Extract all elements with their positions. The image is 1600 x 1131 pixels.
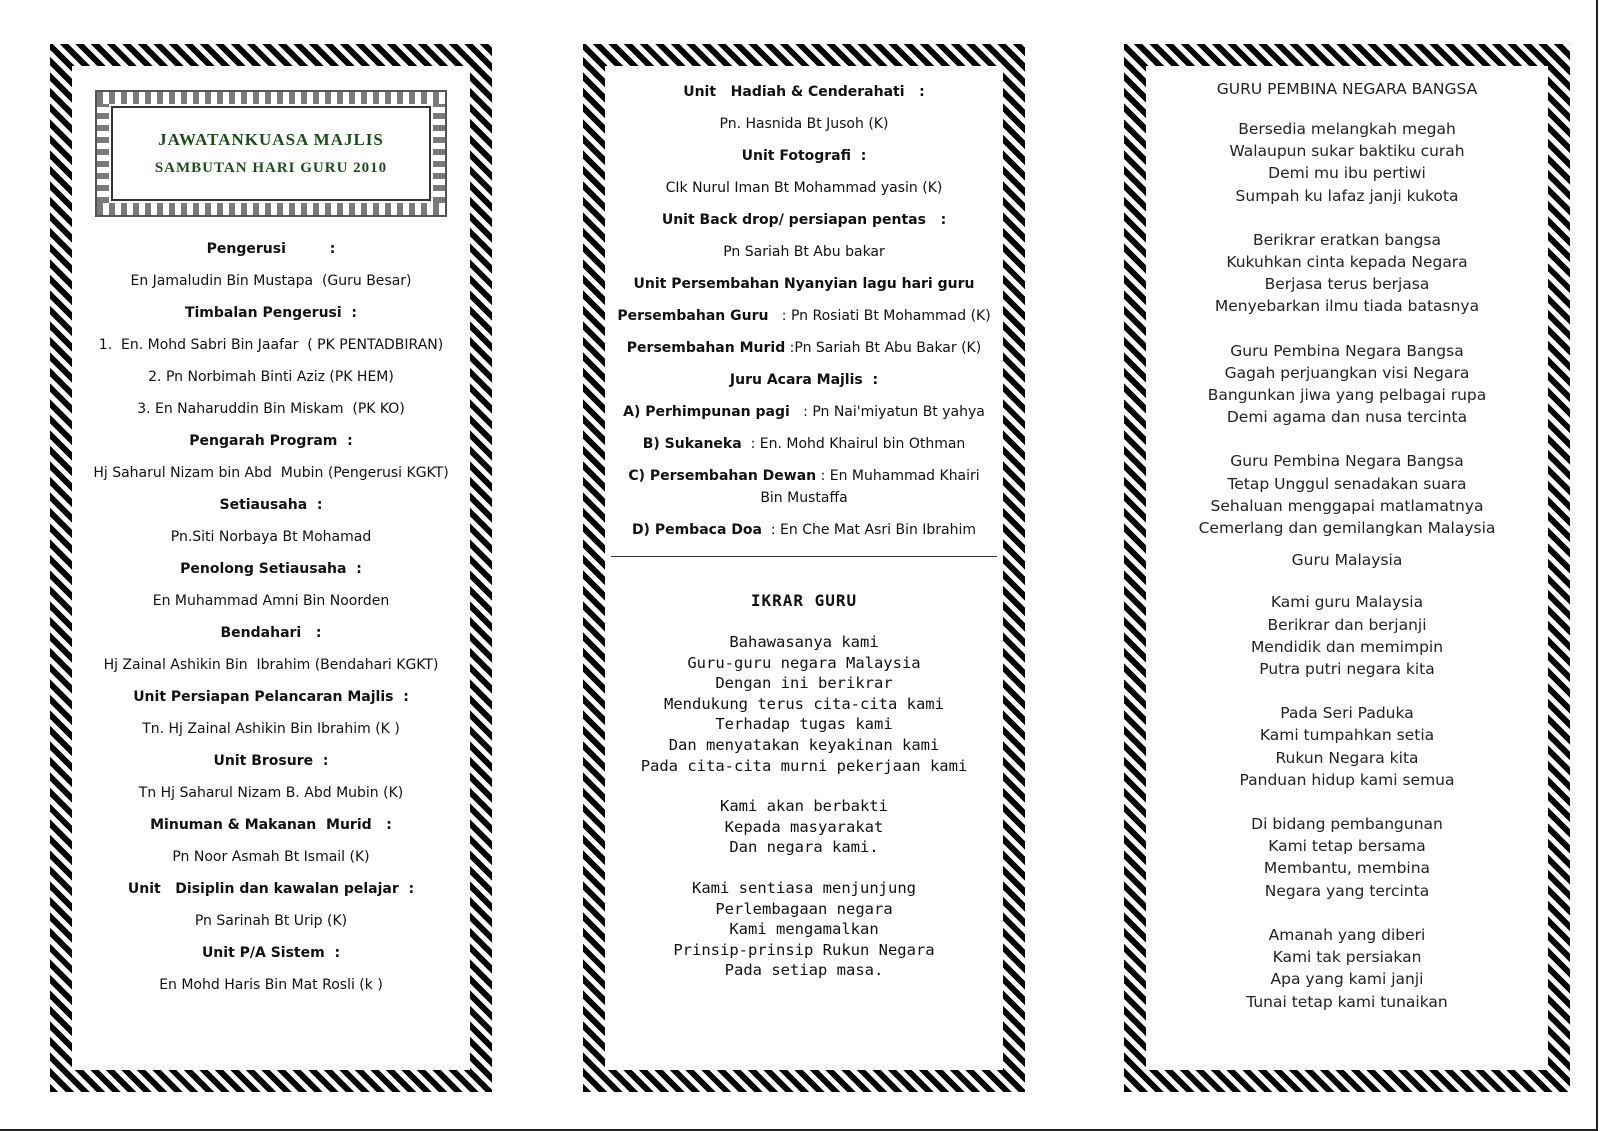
verse-line: Kami mengamalkan xyxy=(729,920,879,939)
verse-line: Kukuhkan cinta kepada Negara xyxy=(1226,253,1468,272)
units-list xyxy=(605,76,1003,546)
unit-row xyxy=(605,300,1003,332)
title-box xyxy=(95,90,447,217)
unit-row xyxy=(605,514,1003,546)
committee-member: Pn Noor Asmah Bt Ismail (K) xyxy=(172,849,370,865)
ikrar-title: IKRAR GURU xyxy=(750,591,858,610)
song-part-1 xyxy=(1146,118,1548,539)
verse-line: Mendidik dan memimpin xyxy=(1250,637,1444,656)
verse-line: Kami guru Malaysia xyxy=(1270,593,1424,612)
unit-row xyxy=(605,396,1003,428)
stanza xyxy=(605,878,1003,981)
verse-line: Putra putri negara kita xyxy=(1259,660,1435,679)
committee-role: Pengerusi : xyxy=(206,241,336,257)
unit-value: : Pn Rosiati Bt Mohammad (K) xyxy=(768,308,991,324)
unit-label: D) Pembaca Doa xyxy=(631,522,762,538)
title-line-2: SAMBUTAN HARI GURU 2010 xyxy=(154,160,388,176)
committee-member: En Muhammad Amni Bin Noorden xyxy=(152,593,390,609)
verse-line: Kami tetap bersama xyxy=(1268,837,1426,856)
committee-member: 1. En. Mohd Sabri Bin Jaafar ( PK PENTADBIRAN) xyxy=(98,337,444,353)
unit-row xyxy=(605,428,1003,460)
verse-line: Dengan ini berikrar xyxy=(715,674,893,693)
verse-line: Demi mu ibu pertiwi xyxy=(1268,164,1426,183)
committee-member: Tn. Hj Zainal Ashikin Bin Ibrahim (K ) xyxy=(142,721,400,737)
verse-line: Negara yang tercinta xyxy=(1264,881,1430,900)
unit-label: Juru Acara Majlis : xyxy=(729,372,879,388)
unit-row xyxy=(605,140,1003,172)
stanza xyxy=(1146,813,1548,902)
title-inner xyxy=(111,106,431,201)
committee-member: 2. Pn Norbimah Binti Aziz (PK HEM) xyxy=(148,369,394,385)
committee-member: En Mohd Haris Bin Mat Rosli (k ) xyxy=(159,977,383,993)
unit-value: : Pn Nai'miyatun Bt yahya xyxy=(789,404,985,420)
verse-line: Mendukung terus cita-cita kami xyxy=(664,694,944,713)
stanza xyxy=(1146,924,1548,1013)
verse-line: Prinsip-prinsip Rukun Negara xyxy=(673,940,935,959)
verse-line: Kami akan berbakti xyxy=(720,797,888,816)
unit-row xyxy=(605,268,1003,300)
verse-line: Membantu, membina xyxy=(1263,859,1431,878)
verse-line: Bangunkan jiwa yang pelbagai rupa xyxy=(1207,386,1487,405)
unit-label: Unit Persembahan Nyanyian lagu hari guru xyxy=(633,276,975,292)
unit-label: Unit Hadiah & Cenderahati : xyxy=(683,84,925,100)
units-panel xyxy=(583,44,1025,1092)
unit-value: CIk Nurul Iman Bt Mohammad yasin (K) xyxy=(665,180,943,196)
verse-line: Sehaluan menggapai matlamatnya xyxy=(1210,496,1484,515)
verse-line: Cemerlang dan gemilangkan Malaysia xyxy=(1198,519,1496,538)
verse-line: Tunai tetap kami tunaikan xyxy=(1246,992,1448,1011)
unit-value: :Pn Sariah Bt Abu Bakar (K) xyxy=(785,340,982,356)
verse-line: Berikrar dan berjanji xyxy=(1267,615,1427,634)
unit-row xyxy=(605,460,1003,514)
verse-line: Apa yang kami janji xyxy=(1270,970,1424,989)
unit-label: Unit Fotografi : xyxy=(741,148,867,164)
verse-line: Demi agama dan nusa tercinta xyxy=(1226,408,1468,427)
unit-row xyxy=(605,236,1003,268)
committee-role: Timbalan Pengerusi : xyxy=(184,305,358,321)
stanza xyxy=(605,796,1003,858)
unit-label: A) Perhimpunan pagi xyxy=(623,404,790,420)
song2-title: Guru Malaysia xyxy=(1291,551,1403,570)
committee-role: Setiausaha : xyxy=(219,497,323,513)
stanza xyxy=(1146,118,1548,207)
unit-label: Persembahan Murid xyxy=(626,340,786,356)
committee-panel xyxy=(50,44,492,1092)
verse-line: Berjasa terus berjasa xyxy=(1264,275,1430,294)
committee-member: Hj Saharul Nizam bin Abd Mubin (Pengerusi KGKT) xyxy=(93,465,449,481)
title-line-1: JAWATANKUASA MAJLIS xyxy=(158,130,384,149)
committee-role: Penolong Setiausaha : xyxy=(180,561,362,577)
unit-label: Persembahan Guru xyxy=(617,308,769,324)
verse-line: Bersedia melangkah megah xyxy=(1238,120,1456,138)
verse-line: Dan negara kami. xyxy=(729,838,879,857)
stanza xyxy=(1146,450,1548,539)
stanza xyxy=(1146,702,1548,791)
committee-member: Tn Hj Saharul Nizam B. Abd Mubin (K) xyxy=(138,785,404,801)
unit-row xyxy=(605,204,1003,236)
verse-line: Pada Seri Paduka xyxy=(1280,704,1414,723)
verse-line: Pada setiap masa. xyxy=(724,961,884,980)
unit-label: B) Sukaneka xyxy=(642,436,742,452)
unit-label: C) Persembahan Dewan xyxy=(628,468,817,484)
ikrar-body xyxy=(605,632,1003,981)
divider xyxy=(611,556,997,557)
verse-line: Kami tumpahkan setia xyxy=(1259,726,1435,745)
committee-list xyxy=(72,233,470,1001)
verse-line: Di bidang pembangunan xyxy=(1251,815,1443,834)
committee-member: Pn.Siti Norbaya Bt Mohamad xyxy=(170,529,372,545)
verse-line: Kepada masyarakat xyxy=(724,817,884,836)
verse-line: Menyebarkan ilmu tiada batasnya xyxy=(1214,297,1480,316)
verse-line: Kami tak persiakan xyxy=(1272,948,1422,967)
verse-line: Guru-guru negara Malaysia xyxy=(687,653,921,672)
unit-value: Pn. Hasnida Bt Jusoh (K) xyxy=(719,116,889,132)
verse-line: Kami sentiasa menjunjung xyxy=(692,878,916,897)
unit-row xyxy=(605,76,1003,108)
verse-line: Guru Pembina Negara Bangsa xyxy=(1230,341,1464,360)
verse-line: Bahawasanya kami xyxy=(729,633,879,651)
committee-member: 3. En Naharuddin Bin Miskam (PK KO) xyxy=(137,401,405,417)
committee-role: Unit P/A Sistem : xyxy=(201,945,341,961)
verse-line: Perlembagaan negara xyxy=(715,899,893,918)
unit-row xyxy=(605,108,1003,140)
committee-role: Minuman & Makanan Murid : xyxy=(150,817,392,833)
unit-row xyxy=(605,364,1003,396)
verse-line: Guru Pembina Negara Bangsa xyxy=(1230,452,1464,471)
song-panel xyxy=(1124,44,1570,1092)
verse-line: Amanah yang diberi xyxy=(1268,925,1426,944)
verse-line: Pada cita-cita murni pekerjaan kami xyxy=(640,756,968,775)
stanza xyxy=(1146,229,1548,318)
verse-line: Sumpah ku lafaz janji kukota xyxy=(1235,186,1459,205)
verse-line: Berikrar eratkan bangsa xyxy=(1252,230,1441,249)
unit-value: : En. Mohd Khairul bin Othman xyxy=(741,436,966,452)
song-body xyxy=(1146,118,1548,1013)
committee-role: Bendahari : xyxy=(220,625,322,641)
unit-value: : En Che Mat Asri Bin Ibrahim xyxy=(761,522,977,538)
verse-line: Terhadap tugas kami xyxy=(715,715,893,734)
unit-row xyxy=(605,172,1003,204)
unit-row xyxy=(605,332,1003,364)
unit-label: Unit Back drop/ persiapan pentas : xyxy=(661,212,947,228)
stanza xyxy=(1146,340,1548,429)
verse-line: Rukun Negara kita xyxy=(1275,748,1419,767)
committee-member: Pn Sarinah Bt Urip (K) xyxy=(194,913,348,929)
song-title: GURU PEMBINA NEGARA BANGSA xyxy=(1216,80,1478,98)
unit-value: Pn Sariah Bt Abu bakar xyxy=(723,244,885,260)
stanza xyxy=(1146,591,1548,680)
committee-role: Unit Disiplin dan kawalan pelajar : xyxy=(127,881,415,897)
verse-line: Dan menyatakan keyakinan kami xyxy=(668,735,940,754)
committee-role: Unit Brosure : xyxy=(213,753,329,769)
committee-member: Hj Zainal Ashikin Bin Ibrahim (Bendahari KGKT) xyxy=(103,657,439,673)
committee-role: Unit Persiapan Pelancaran Majlis : xyxy=(133,689,409,705)
song-part-2 xyxy=(1146,591,1548,1012)
stanza xyxy=(605,632,1003,776)
verse-line: Walaupun sukar baktiku curah xyxy=(1229,142,1465,161)
verse-line: Panduan hidup kami semua xyxy=(1239,770,1455,789)
verse-line: Tetap Unggul senadakan suara xyxy=(1227,474,1467,493)
unit-value: : En Muhammad Khairi Bin Mustaffa xyxy=(760,468,980,506)
committee-role: Pengarah Program : xyxy=(189,433,353,449)
verse-line: Gagah perjuangkan visi Negara xyxy=(1224,363,1470,382)
committee-member: En Jamaludin Bin Mustapa (Guru Besar) xyxy=(130,273,412,289)
